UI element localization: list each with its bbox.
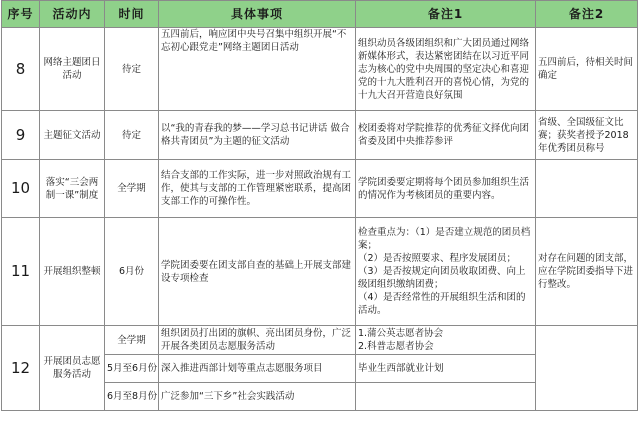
time-cell: 全学期 — [105, 160, 159, 218]
details-cell: 学院团委要在团支部自查的基础上开展支部建设专项检查 — [159, 218, 356, 326]
note1-line: （3）是否按规定向团员收取团费、向上级团组织缴纳团费； — [358, 266, 526, 290]
row-number: 9 — [2, 111, 40, 160]
time-cell: 全学期 — [105, 326, 159, 355]
note1-cell — [356, 326, 536, 355]
details-cell: 五四前后，响应团中央号召集中组织开展“不忘初心跟党走”网络主题团日活动 — [159, 28, 356, 111]
note1-cell — [356, 383, 536, 411]
volunteer-activity-table — [1, 0, 638, 411]
header-time: 时间 — [105, 1, 159, 28]
header-note1: 备注1 — [356, 1, 536, 28]
time-cell: 6月至8月份 — [105, 383, 159, 411]
table-row — [2, 326, 638, 355]
time-cell: 待定 — [105, 28, 159, 111]
header-activity: 活动内 — [40, 1, 105, 28]
table-row — [2, 218, 638, 326]
note1-line: （4）是否经常性的开展组织生活和团的活动。 — [358, 292, 526, 316]
time-cell: 待定 — [105, 111, 159, 160]
row-number: 12 — [2, 326, 40, 411]
table-row — [2, 28, 638, 111]
note2-cell: 五四前后，待相关时间确定 — [536, 28, 638, 111]
note1-cell: 组织动员各级团组织和广大团员通过网络新媒体形式，表达紧密团结在以习近平同志为核心的党中央周围的坚定决心和喜迎党的十九大胜利召开的喜悦心情，为党的十九大召开营造良好氛围 — [356, 28, 536, 111]
table-row — [2, 111, 638, 160]
details-cell: 组织团员打出团的旗帜、亮出团员身份，广泛开展各类团员志愿服务活动 — [159, 326, 356, 355]
activity-cell: 主题征文活动 — [40, 111, 105, 160]
row-number: 8 — [2, 28, 40, 111]
activity-cell: 开展组织整顿 — [40, 218, 105, 326]
note1-cell: 学院团委要定期将每个团员参加组织生活的情况作为考核团员的重要内容。 — [356, 160, 536, 218]
note2-cell: 对存在问题的团支部，应在学院团委指导下进行整改。 — [536, 218, 638, 326]
header-note2: 备注2 — [536, 1, 638, 28]
note2-cell — [536, 160, 638, 218]
row-number: 11 — [2, 218, 40, 326]
header-details: 具体事项 — [159, 1, 356, 28]
note2-cell: 省级、全国级征文比赛；获奖者授予2018年优秀团员称号 — [536, 111, 638, 160]
note1-cell: 毕业生西部就业计划 — [356, 355, 536, 383]
activity-cell: 开展团员志愿服务活动 — [40, 326, 105, 411]
activity-cell: 落实“三会两制一课”制度 — [40, 160, 105, 218]
activity-cell: 网络主题团日活动 — [40, 28, 105, 111]
note2-cell — [536, 326, 638, 411]
note1-line: 1.蒲公英志愿者协会 — [358, 328, 444, 339]
note1-cell — [356, 218, 536, 326]
header-index: 序号 — [2, 1, 40, 28]
time-cell: 5月至6月份 — [105, 355, 159, 383]
details-cell: 以“我的青春我的梦——学习总书记讲话 做合格共青团员”为主题的征文活动 — [159, 111, 356, 160]
details-cell: 广泛参加“三下乡”社会实践活动 — [159, 383, 356, 411]
details-cell: 深入推进西部计划等重点志愿服务项目 — [159, 355, 356, 383]
note1-line: 检查重点为：（1）是否建立规范的团员档案； — [358, 227, 531, 251]
table-row — [2, 160, 638, 218]
note1-line: 2.科普志愿者协会 — [358, 341, 434, 352]
details-cell: 结合支部的工作实际，进一步对照政治规有工作，使其与支部的工作管理紧密联系，提高团支部工作的可操作性。 — [159, 160, 356, 218]
note1-line: （2）是否按照要求、程序发展团员； — [358, 253, 517, 264]
note1-cell: 校团委将对学院推荐的优秀征文择优向团省委及团中央推荐参评 — [356, 111, 536, 160]
header-row — [2, 1, 638, 28]
time-cell: 6月份 — [105, 218, 159, 326]
row-number: 10 — [2, 160, 40, 218]
